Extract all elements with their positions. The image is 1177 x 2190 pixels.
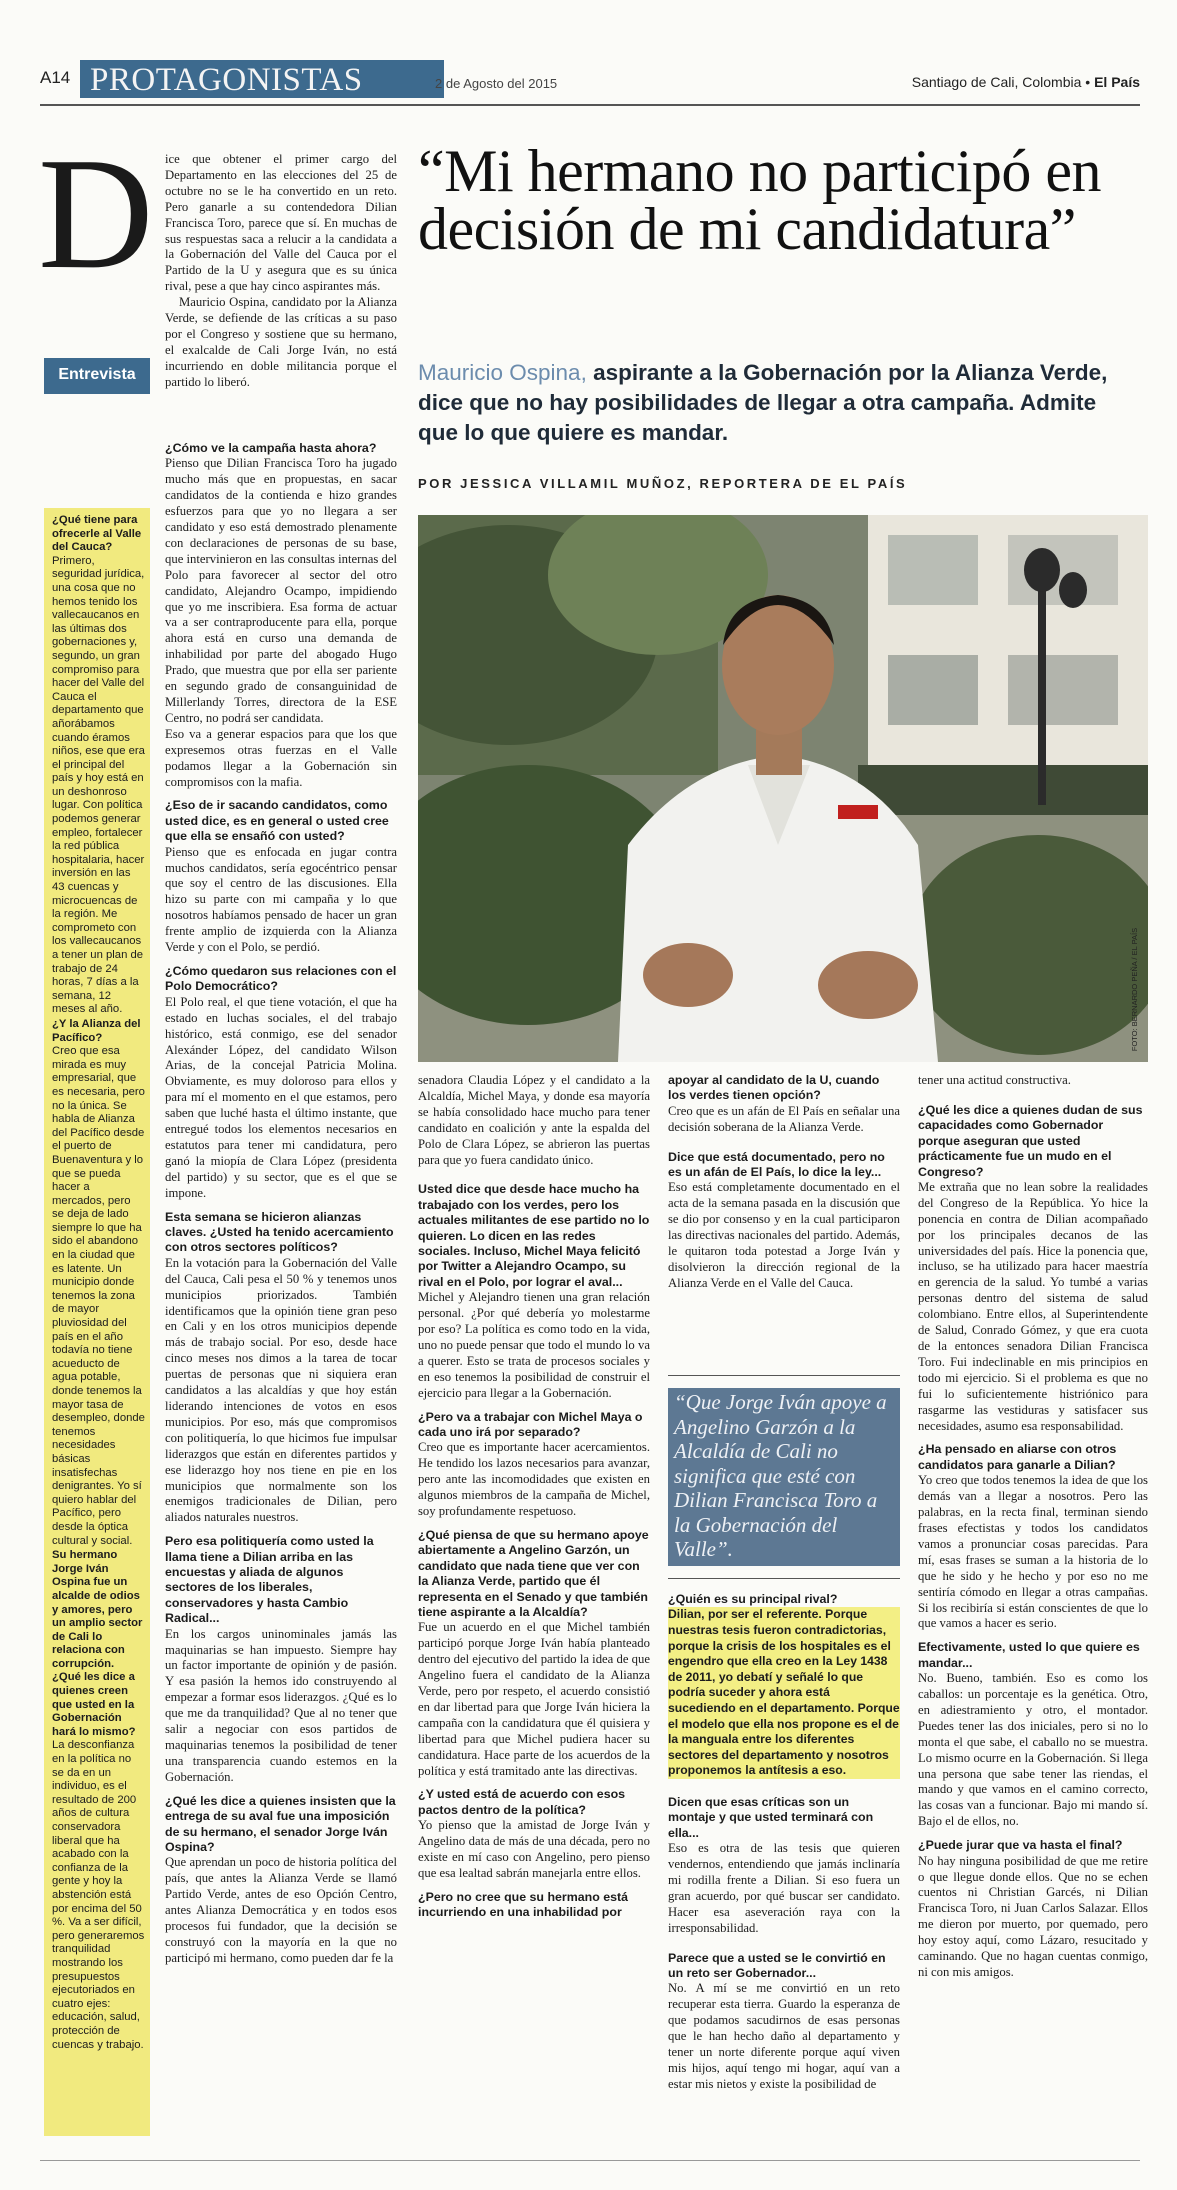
answer: Creo que es un afán de El País en señalar una decisión soberana de la Alianza Verde.: [668, 1103, 900, 1134]
section-label: [44, 358, 150, 394]
section-title: PROTAGONISTAS: [90, 62, 363, 98]
question: ¿Cómo ve la campaña hasta ahora?: [165, 441, 377, 455]
sidebar-question: ¿Y la Alianza del Pacífico?: [52, 1017, 141, 1044]
answer: Yo pienso que la amistad de Jorge Iván y Angelino data de más de una década, pero no existe en mí caso con Angelino, pero pienso que esa lealtad sabrán manejarla entre ellos.: [418, 1818, 650, 1880]
answer: En los cargos uninominales jamás las maquinarias se han impuesto. Siempre hay un factor importante de opinión y de pasión. Y esa pasión la hemos ido construyendo al empezar a formar esos liderazgos. ¿Qué es lo que me da tranquilidad? Que al no tener que salir a negociar con esos partidos de maquinarias tenemos la posibilidad de tener una transparencia cuando estemos en la Gobernación.: [165, 1626, 397, 1784]
answer: No hay ninguna posibilidad de que me retire o que llegue donde ellos. Que no se echen cuentos ni Christian Garcés, ni Dilian Francisca Toro, ni Juan Carlos Salazar. Ellos me dieron por muerto, por quemado, pero hoy estoy aquí, como Lázaro, resucitado y caminando. Que no hagan cuentas conmigo, ni con mis amigos.: [918, 1853, 1148, 1979]
answer: Eso es otra de las tesis que quieren vendernos, entendiendo que jamás inclinaría mi rodilla frente a Dilian. Si eso fuera un gran acuerdo, por qué buscar ser candidato. Hacer esa aseveración raya con la irresponsabilidad.: [668, 1841, 900, 1935]
drop-cap: D: [38, 124, 154, 302]
sidebar-box: [44, 508, 150, 2136]
intro-paragraph: ice que obtener el primer cargo del Departamento en las elecciones del 25 de octubre no se le ha convertido en un reto. Pero ganarle a su contendedora Dilian Francisca Toro, parece que sí. En muchas de sus respuestas saca a relucir a la candidata a la Gobernación del Valle del Cauca por el Partido de la U y asegura que es su única rival, pese a que hay cinco aspirantes más.: [165, 152, 397, 294]
pull-quote-text: “Que Jorge Iván apoye a Angelino Garzón a la Alcaldía de Cali no significa que esté con Dilian Francisca Toro a la Gobernación del Valle”.: [668, 1388, 900, 1566]
paper-name: El País: [1094, 74, 1140, 90]
sidebar-answer: Creo que esa mirada es muy empresarial, que es necesaria, pero no la única. Se habla de Alianza del Pacífico desde el puerto de Buenaventura y lo que se pueda hacer a mercados, pero se deja de lado siempre lo que ha sido el abandono en la ciudad que es latente. Un municipio donde tenemos la zona de mayor pluviosidad del país en el año todavía no tiene acueducto de agua potable, donde tenemos la mayor tasa de desempleo, donde tenemos necesidades básicas insatisfechas denigrantes. Yo sí quiero hablar del Pacífico, pero desde la óptica cultural y social.: [52, 1045, 145, 1547]
answer: Creo que es importante hacer acercamientos. He tendido los lazos necesarios para avanzar, pero ante las incomodidades que existen en algunos miembros de la campaña de Michel, soy profundamente respetuoso.: [418, 1440, 650, 1519]
page-number: A14: [40, 68, 71, 87]
question: ¿Quién es su principal rival?: [668, 1592, 838, 1606]
subtitle: [418, 358, 1128, 448]
question: ¿Cómo quedaron sus relaciones con el Polo Democrático?: [165, 964, 397, 994]
section-banner: [80, 60, 444, 98]
pull-quote: [668, 1375, 900, 1579]
question: Pero esa politiquería como usted la llama tiene a Dilian arriba en las encuestas y aliada de algunos sectores de los liberales, conservadores y hasta Cambio Radical...: [165, 1534, 374, 1626]
headline: “Mi hermano no participó en decisión de mi candidatura”: [418, 138, 1101, 262]
sidebar-answer: La desconfianza en la política no se da en un individuo, es el resultado de 200 años de cultura conservadora liberal que ha acabado con la confianza de la gente y hoy la abstención está por encima del 50 %. Va a ser difícil, pero generaremos tranquilidad mostrando los presupuestos ejecutoriados en cuatro ejes: educación, salud, protección de cuencas y trabajo.: [52, 1739, 145, 2051]
section-label-text: Entrevista: [58, 366, 136, 383]
answer: Pienso que es enfocada en jugar contra muchos candidatos, sería egocéntrico pensar que soy el centro de las discusiones. Ella hizo su parte con mi campaña y lo que nosotros habíamos pensado de hacer un gran frente amplio de izquierda con la Alianza Verde y con el Polo, se perdió.: [165, 844, 397, 955]
column-3-continued: [668, 1592, 900, 2137]
page-header: [40, 60, 1140, 104]
pull-quote-rule: [668, 1578, 900, 1579]
question: Dice que está documentado, pero no es un afán de El País, lo dice la ley...: [668, 1149, 885, 1180]
intro-paragraph: Mauricio Ospina, candidato por la Alianza Verde, se defiende de las críticas a su paso por el Congreso y sostiene que su hermano, el exalcalde de Cali Jorge Iván, no está incurriendo en doble militancia porque el partido lo liberó.: [165, 295, 397, 389]
footer-rule: [40, 2160, 1140, 2161]
answer: Yo creo que todos tenemos la idea de que los demás van a llegar a nosotros. Pero las palabras, en la recta final, terminan siendo frases efectistas y todos los candidatos vamos a pronunciar cosas parecidas. Para mí, esas frases se suman a la historia de lo que he sido y he hecho y por eso no me sentiría cómodo en llegar a otras campañas. Si los recibiría si están conscientes de que lo que vamos a hacer es serio.: [918, 1473, 1148, 1631]
intro-text: [165, 152, 397, 427]
question: Dicen que esas críticas son un montaje y que usted terminará con ella...: [668, 1794, 874, 1840]
answer: Eso está completamente documentado en el acta de la semana pasada en la discusión que se dio por consenso y en la cual participaron las directivas nacionales del partido. Además, le quitaron toda potestad a Jorge Iván y disolvieron la dirección regional de la Alianza Verde en el Valle del Cauca.: [668, 1180, 900, 1290]
question: ¿Qué les dice a quienes insisten que la entrega de su aval fue una imposición de su hermano, el senador Jorge Iván Ospina?: [165, 1793, 396, 1854]
answer: Fue un acuerdo en el que Michel también participó porque Jorge Iván había planteado dentro del ejecutivo del partido la idea de que Angelino fuera el candidato de la Alianza Verde, pero por respeto, el acuerdo consistió en dar libertad para que Jorge Iván hiciera la campaña con la candidatura que él quisiera y libertad para que Michel pudiera hacer su candidatura. Hace parte de los acuerdos de la política y está tramitado ante las directivas.: [418, 1620, 650, 1778]
question: Usted dice que desde hace mucho ha trabajado con los verdes, pero los actuales militantes de ese partido no lo quieren. Lo dicen en las redes sociales. Incluso, Michel Maya felicitó por Twitter a Alejandro Ocampo, su rival en el Polo, por lograr el aval...: [418, 1182, 650, 1289]
answer: No. Bueno, también. Eso es como los caballos: un porcentaje es la genética. Otro, en adiestramiento y otro, el montador. Puedes tener las dos iniciales, pero si no lo monta el que sabe, el caballo no se muestra. Lo mismo ocurre en la Gobernación. Si llega una persona que sabe tener las riendas, el mando y que vamos en el camino correcto, las cosas van a funcionar. Bajo mi mando sí. Bajo el de ellos, no.: [918, 1671, 1148, 1829]
question: ¿Puede jurar que va hasta el final?: [918, 1838, 1123, 1853]
sidebar-answer: Primero, seguridad jurídica, una cosa que no hemos tenido los vallecaucanos en las últimas dos gobernaciones y, segundo, un gran compromiso para hacer del Valle del Cauca el departamento que añorábamos cuando éramos niños, ese que era el principal del país y hoy está en un deshonroso lugar. Con política podemos generar empleo, fortalecer la red pública hospitalaria, hacer inversión en las 43 cuencas y microcuencas de la región. Me comprometo con los vallecaucanos a tener un plan de trabajo de 24 horas, 7 días a la semana, 12 meses al año.: [52, 554, 145, 1016]
question: apoyar al candidato de la U, cuando los verdes tienen opción?: [668, 1073, 880, 1103]
answer: El Polo real, el que tiene votación, el que ha estado en luchas sociales, el del trabajo histórico, está conmigo, ese del senador Alexánder López, del candidato Wilson Arias, de la concejal Patricia Molina. Obviamente, es muy doloroso para ellos y para mí el momento en el que estamos, pero saben que luché hasta el último instante, que entregué todos los elementos necesarios en estatutos para tener mi candidatura, pero ganó la miopía de Clara López (presidenta del partido) y su sector, que es el que se impone.: [165, 994, 397, 1200]
answer: En la votación para la Gobernación del Valle del Cauca, Cali pesa el 50 % y tenemos unos municipios priorizados. También identificamos que la opinión tiene gran peso en Cali y en los otros municipios depende más de trabajo social. Por eso, desde hace cinco meses nos dimos a la tarea de tocar puertas de personas que ni siquiera eran candidatos a las alcaldías y que hoy están liderando intenciones de votos en esos municipios. Por eso, más que compromisos con politiquería, lo que hicimos fue impulsar liderazgos que están en diferentes partidos y ese liderazgo hoy nos tiene en pie en los municipios que normalmente son los enemigos tradicionales de Dilian, pero aliados naturales nuestros.: [165, 1255, 397, 1525]
question: ¿Pero va a trabajar con Michel Maya o cada uno irá por separado?: [418, 1409, 643, 1440]
bullet-separator: •: [1085, 74, 1091, 90]
header-rule: [40, 104, 1140, 106]
answer: Michel y Alejandro tienen una gran relación personal. ¿Por qué debería yo molestarme por eso? La política es como todo en la vida, uno no puede pensar que todo el mundo lo va a querer. Esto se trata de procesos sociales y en eso tenemos la posibilidad de construir el ejercicio para llegar a la Gobernación.: [418, 1290, 650, 1400]
column-4: [918, 1073, 1148, 2137]
pull-quote-rule: [668, 1375, 900, 1376]
photo-credit: FOTO: BERNARDO PEÑA / EL PAÍS: [1129, 927, 1139, 1052]
main-photo: [418, 515, 1148, 1062]
question: ¿Qué les dice a quienes dudan de sus capacidades como Gobernador porque aseguran que usted prácticamente fue un mudo en el Congreso?: [918, 1102, 1143, 1179]
city: Santiago de Cali, Colombia: [911, 74, 1082, 90]
column-3: [668, 1073, 900, 1373]
highlighted-answer: Dilian, por ser el referente. Porque nuestras tesis fueron contradictorias, porque la crisis de los hospitales es el engendro que ella creo en la Ley 1438 de 2011, yo debatí y señalé lo que podría suceder y ahora está sucediendo en el departamento. Porque el modelo que ella nos propone es el de la manguala entre los diferentes sectores del departamento y nosotros proponemos la antítesis a eso.: [668, 1607, 900, 1778]
question: Parece que a usted se le convirtió en un reto ser Gobernador...: [668, 1950, 886, 1980]
column-2: [418, 1073, 650, 2137]
answer: tener una actitud constructiva.: [918, 1073, 1071, 1087]
sidebar-question: ¿Qué tiene para ofrecerle al Valle del Cauca?: [52, 514, 142, 554]
question: Efectivamente, usted lo que quiere es mandar...: [918, 1640, 1140, 1670]
question: ¿Ha pensado en aliarse con otros candidatos para ganarle a Dilian?: [918, 1442, 1117, 1472]
byline: POR JESSICA VILLAMIL MUÑOZ, REPORTERA DE EL PAÍS: [418, 476, 908, 491]
question: ¿Y usted está de acuerdo con esos pactos dentro de la política?: [418, 1787, 626, 1817]
subtitle-text: aspirante a la Gobernación por la Alianza Verde, dice que no hay posibilidades de llegar a otra campaña. Admite que lo que quiere es mandar.: [418, 360, 1108, 445]
photo-illustration: [418, 515, 1148, 1062]
header-right: [912, 74, 1140, 90]
question: ¿Eso de ir sacando candidatos, como usted dice, es en general o usted cree que ella se ensañó con usted?: [165, 798, 389, 844]
question: Esta semana se hicieron alianzas claves. ¿Usted ha tenido acercamiento con otros sectores políticos?: [165, 1209, 394, 1255]
subtitle-name: Mauricio Ospina,: [418, 360, 587, 385]
issue-date: 2 de Agosto del 2015: [435, 76, 558, 91]
answer: Pienso que Dilian Francisca Toro ha jugado mucho más que en propuestas, en sacar candidatos de la contienda e hizo grandes esfuerzos para que yo no llegara a ser candidato y eso está demostrado plenamente con declaraciones de personas de su base, que intervinieron en las consultas internas del Polo para favorecer al sector del otro candidato, Alejandro Ocampo, impidiendo que yo me inscribiera. Esa forma de actuar va a ser contraproducente para ella, porque ahora está en curso una demanda de inhabilidad por parte del abogado Hugo Prado, que muestra que por ella ser pariente en segundo grado de consanguinidad de Millerlandy Torres, directora de la ESE Centro, no podrá ser candidata.: [165, 456, 397, 725]
question: ¿Pero no cree que su hermano está incurriendo en una inhabilidad por: [418, 1889, 629, 1920]
column-1: [165, 441, 397, 2137]
sidebar-question: Su hermano Jorge Iván Ospina fue un alcalde de odios y amores, pero un amplio sector de Cali lo relaciona con corrupción. ¿Qué les dice a quienes creen que usted en la Gobernación hará lo mismo?: [52, 1549, 143, 1738]
answer: Me extraña que no lean sobre la realidades del Congreso de la República. Yo hice la ponencia en contra de Dilian acompañado por los principales decanos de las universidades del país. Hice la ponencia que, incluso, se ha utilizado para hacer maestría en gerencia de la salud. Yo tumbé a varias personas dentro del sistema de salud colombiano. Entre ellos, al Superintendente de Salud, Conrado Gómez, y que era cuota de la entonces senadora Dilian Francisca Toro. Fui indeclinable en mis principios en todo mi ejercicio. Si el problema es que no fui lo suficientemente histriónico para rasgarme las vestiduras y satisfacer sus necesidades, asumo esa responsabilidad.: [918, 1179, 1148, 1433]
answer: senadora Claudia López y el candidato a la Alcaldía, Michel Maya, y donde esa mayoría se había consolidado hace mucho para tener candidato en coalición y ante la espalda del Polo de Clara López, se abrieron las puertas para que yo fuera candidato único.: [418, 1073, 650, 1167]
question: ¿Qué piensa de que su hermano apoye abiertamente a Angelino Garzón, un candidato que nada tiene que ver con la Alianza Verde, partido que él representa en el Senado y que también tiene aspirante a la Alcaldía?: [418, 1527, 649, 1619]
answer: Que aprendan un poco de historia política del país, que antes la Alianza Verde se llamó Partido Verde, antes de eso Opción Centro, antes Alianza Democrática y en todos esos procesos fui fundador, que la decisión se construyó con la mayoría en la que no participó mi hermano, como pueden dar fe la: [165, 1855, 397, 1965]
answer: No. A mí se me convirtió en un reto recuperar esta tierra. Guardo la esperanza de que podamos sacudirnos de esas personas que le han hecho daño al departamento y tener un norte diferente porque aquí viven mis hijos, aquí tengo mi hogar, aquí van a estar mis nietos y existe la posibilidad de: [668, 1981, 900, 2091]
answer: Eso va a generar espacios para que los que expresemos otras fuerzas en el Valle podamos llegar a la Gobernación sin compromisos con la mafia.: [165, 726, 397, 789]
